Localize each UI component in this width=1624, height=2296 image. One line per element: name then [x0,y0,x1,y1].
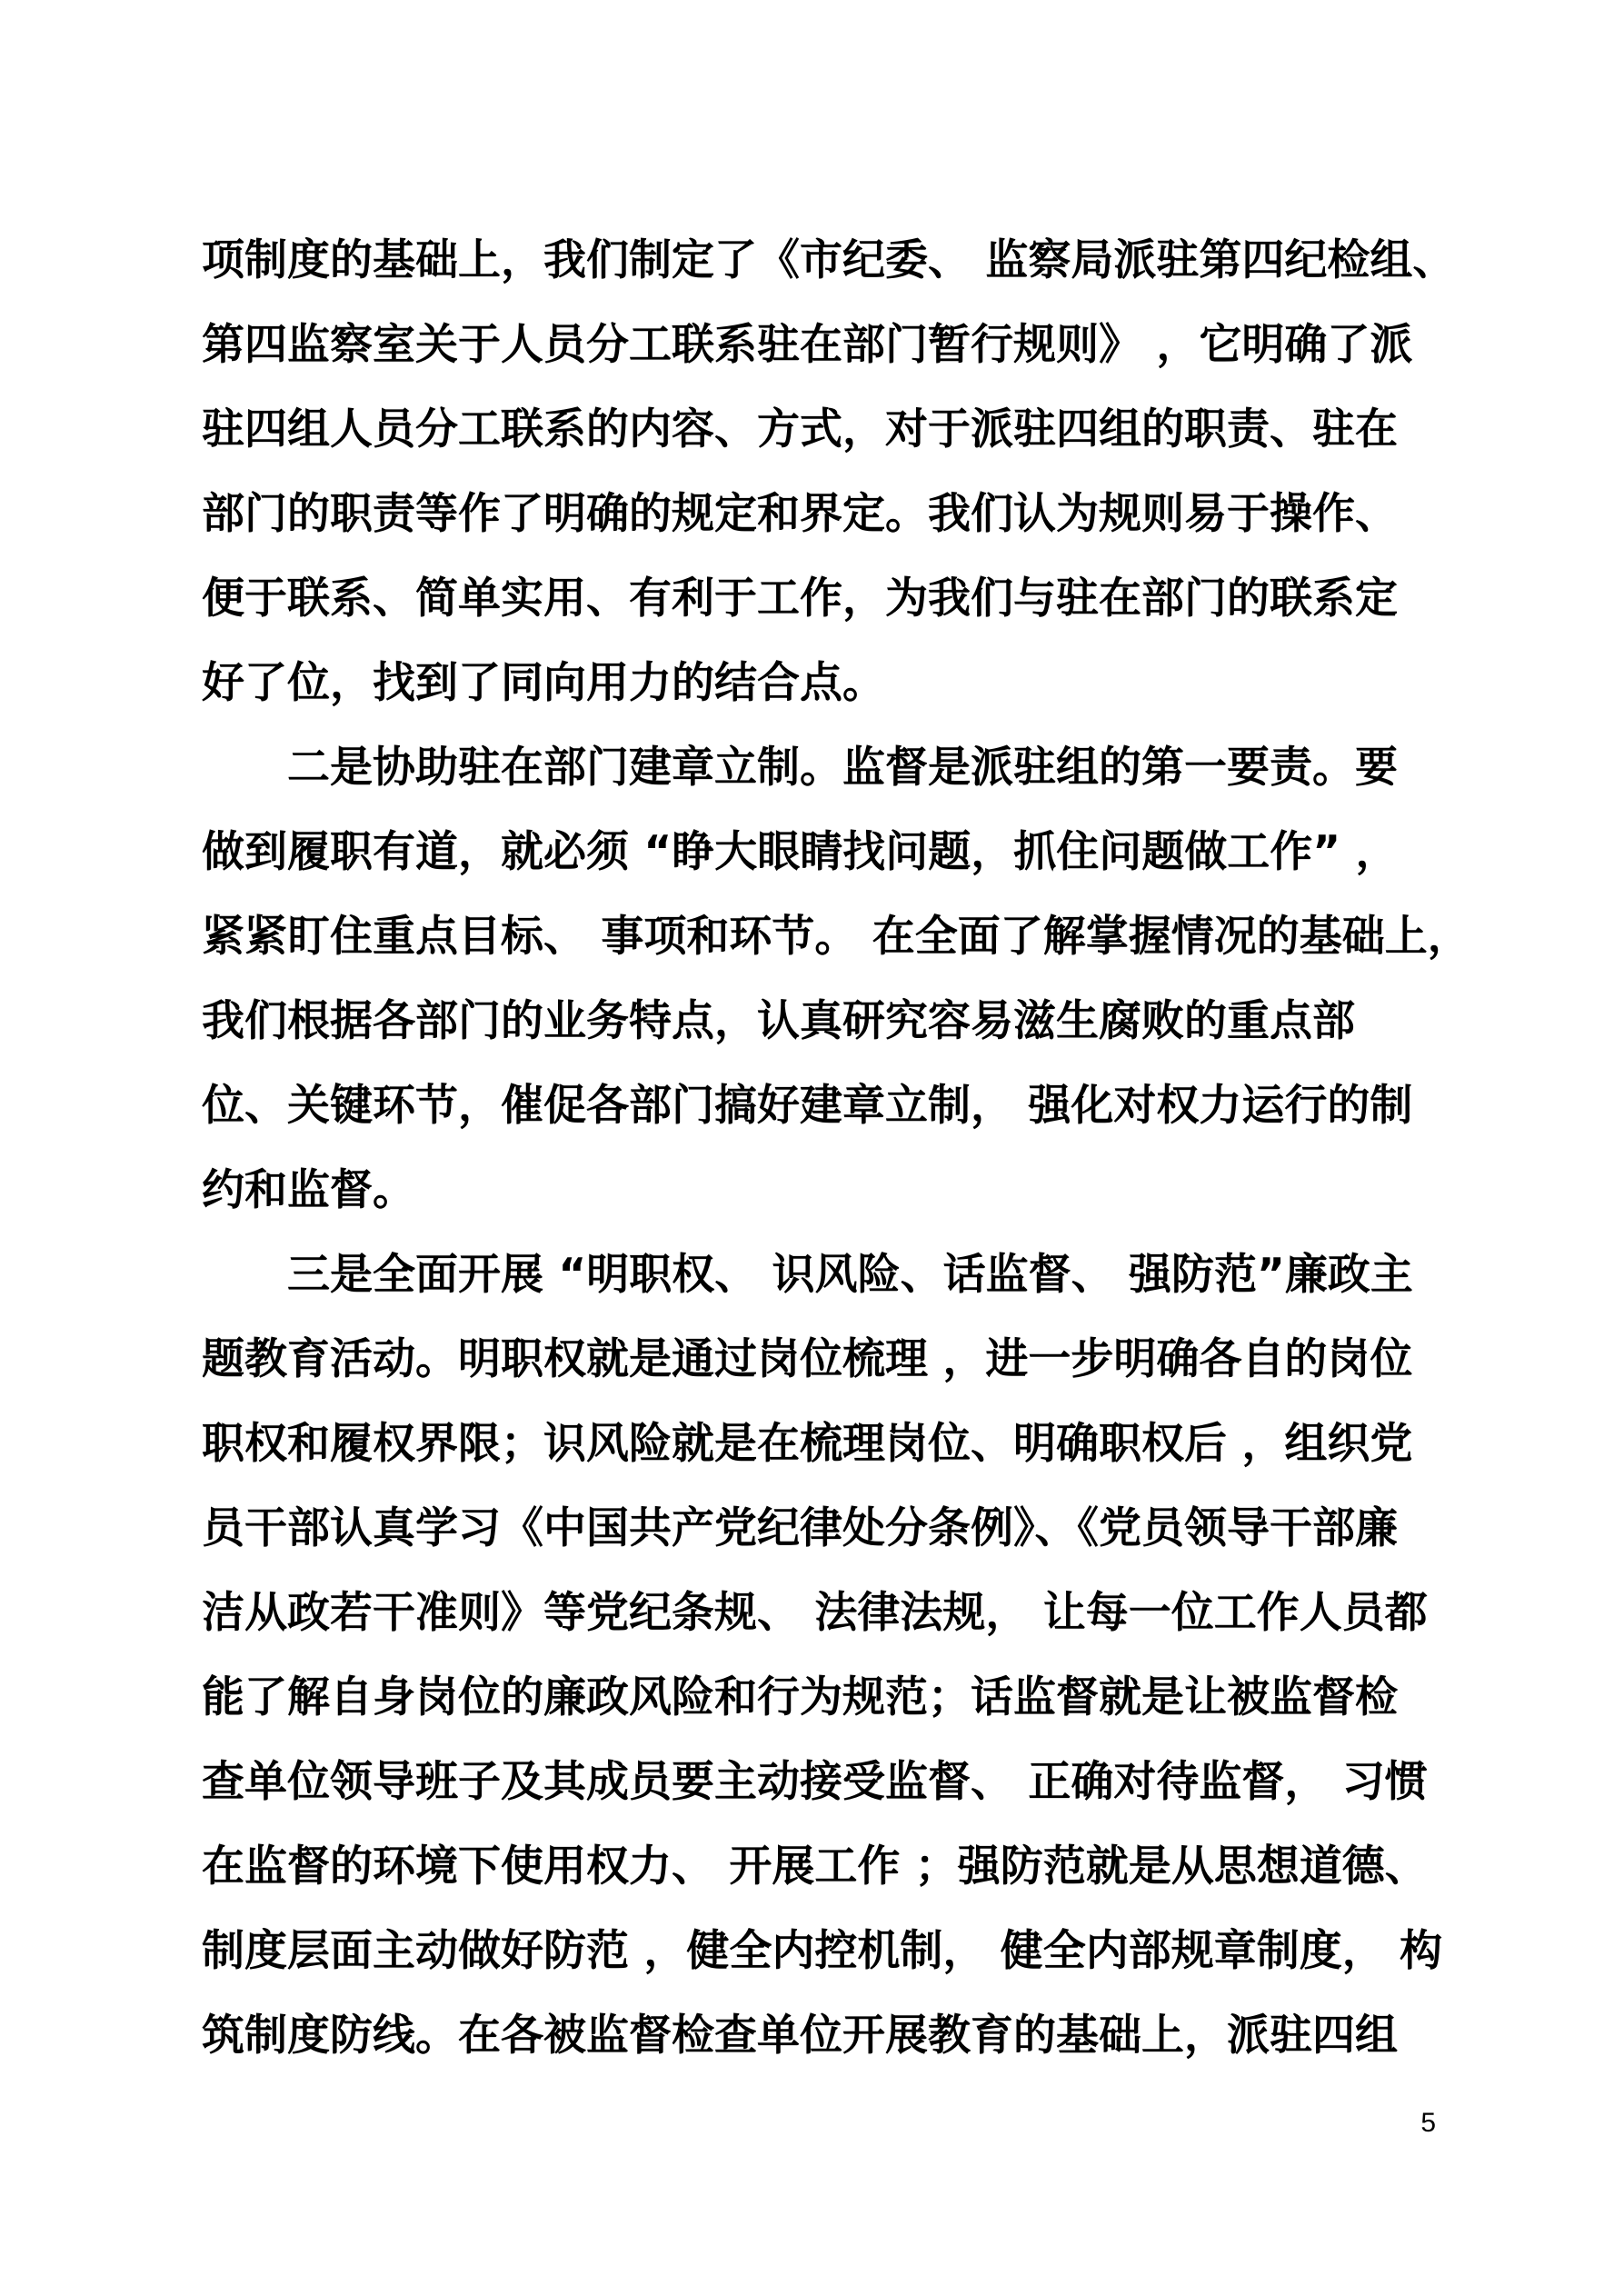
text-line: 位、关键环节，催促各部门搞好建章立制， 强化对权力运行的制 [202,1081,1413,1131]
body-text [202,218,1470,2078]
text-line: 好了位，找到了同向用力的结合点。 [202,658,885,708]
text-line: 紧紧盯住重点目标、 事项和环节。 在全面了解掌握情况的基础上， [202,912,1470,962]
text-line: 便于联系、简单实用、有利于工作，为我们与驻在部门的联系定 [202,574,1398,624]
text-line: 约和监督。 [202,1165,415,1215]
text-line: 题教育活动。明职权就是通过岗位梳理 ，进一步明确各自的岗位 [202,1334,1413,1384]
text-line: 员干部认真学习《中国共产党纪律处分条例》、《党员领导干部廉 [202,1503,1398,1553]
text-line: 做到履职有道，就必须 “睁大眼睛找问题，抓住问题做工作” ， [202,827,1399,877]
text-line: 洁从政若干准则》等党纪条规、 法律法规， 让每一位工作人员都 [202,1588,1428,1638]
text-line: 项制度的基础上，我们制定了《市纪委、 监察局派驻第四纪检组、 [202,235,1456,285]
text-line: 能了解自身岗位的廉政风险和行为规范；话监督就是让被监督检 [202,1672,1398,1722]
text-line: 部门的职责等作了明确的规定和界定。我们认为规则易于操作、 [202,489,1398,539]
paragraph-start-line: 二是协助驻在部门建章立制。监督是派驻组的第一要责。要 [202,743,1398,793]
text-line: 职权和履权界限；识风险就是在梳理岗位、明确职权后 ，组织党 [202,1419,1413,1469]
paragraph-start-line: 三是全面开展 “明职权、 识风险、话监督、 强防范”廉政主 [202,1250,1413,1300]
text-line: 制度层面主动做好防范 ，健全内控机制， 健全内部规章制度， 构 [202,1926,1443,1976]
text-line: 在监督的环境下使用权力、 开展工作 ；强防范就是从思想道德、 [202,1842,1428,1892]
text-line: 驻四组人员分工联系的内容、方式，对于派驻四组的职责、驻在 [202,404,1398,454]
text-line: 我们根据各部门的业务特点，认真研究容易滋生腐败的重点部 [202,996,1355,1046]
text-line: 筑制度防线。在各被监督检查单位开展教育的基础上，派驻四组 [202,2011,1398,2061]
text-line: 第四监察室关于人员分工联系驻在部门暂行规则》 ，它明确了派 [202,320,1413,370]
text-line: 查单位领导班子及其成员要主动接受监督、 正确对待监督， 习惯 [202,1757,1428,1807]
page-number: 5 [1420,2108,1436,2138]
